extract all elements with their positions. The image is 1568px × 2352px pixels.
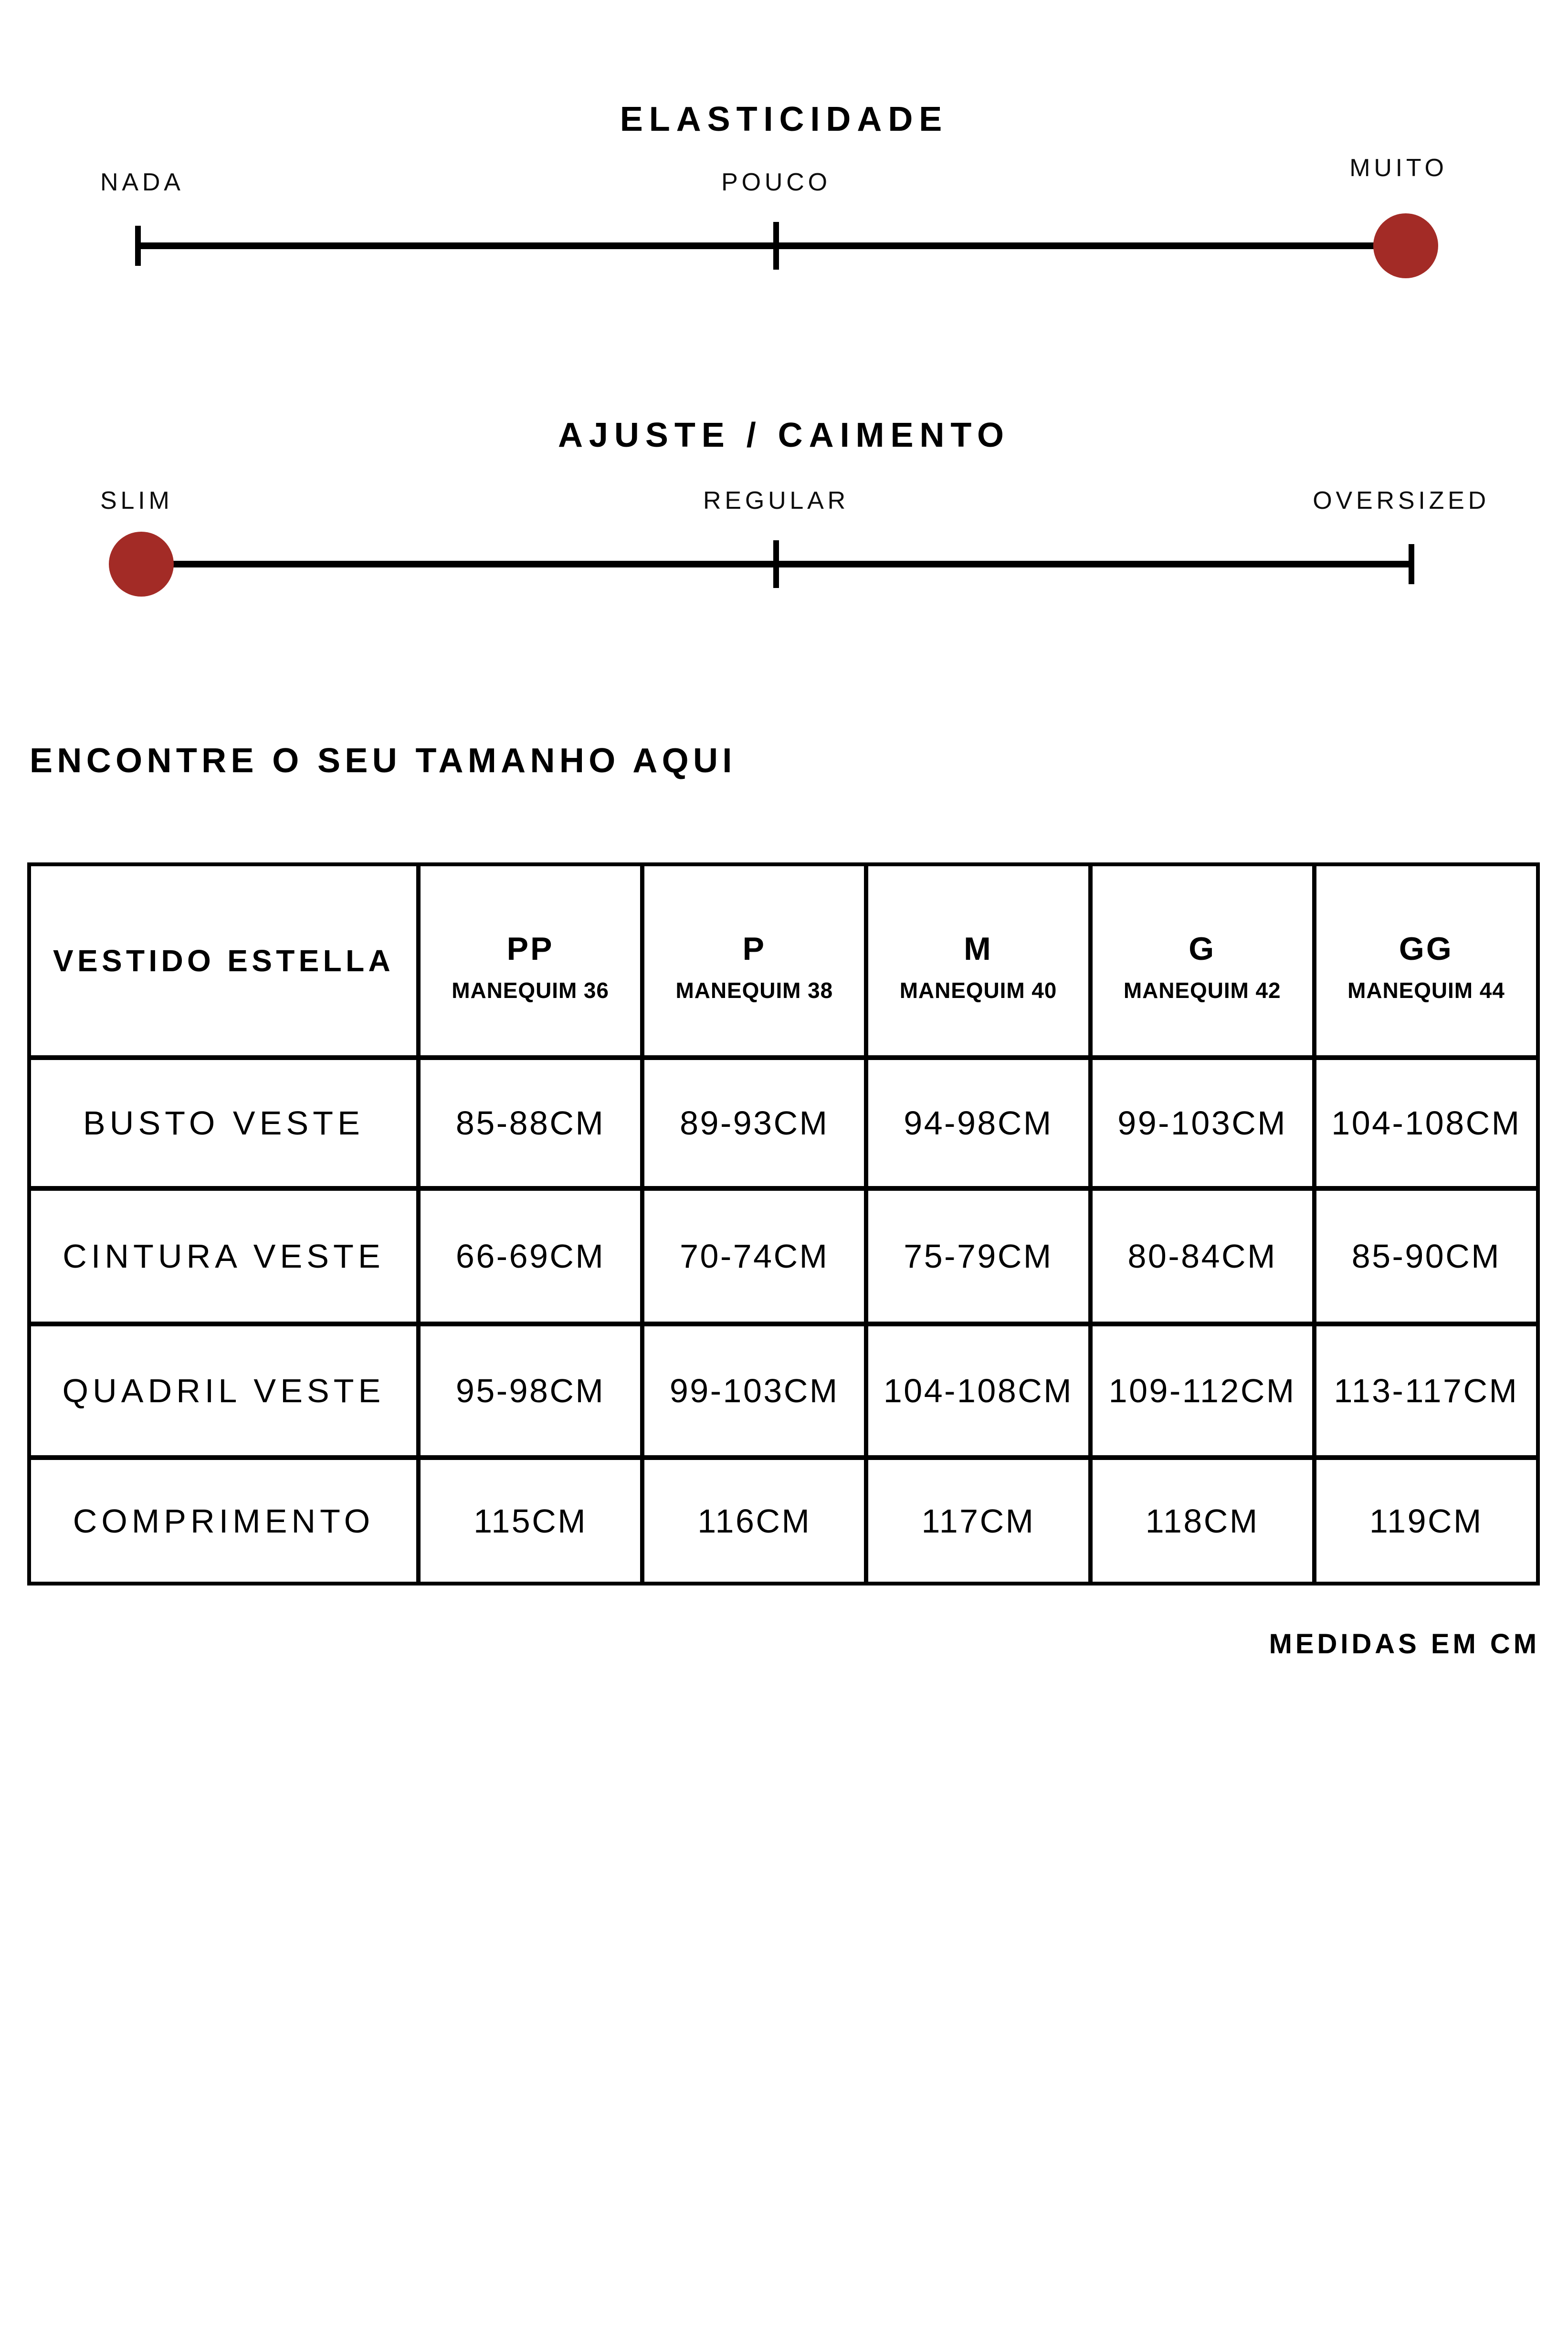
elasticity-label-pouco: POUCO [721, 168, 831, 196]
length-value-g: 118CM [1093, 1460, 1312, 1582]
length-value-p: 116CM [644, 1460, 864, 1582]
fit-handle-slim [109, 532, 174, 597]
waist-value-m: 75-79CM [868, 1191, 1088, 1322]
mannequin-label: MANEQUIM 40 [899, 978, 1057, 1003]
bust-value-g: 99-103CM [1093, 1060, 1312, 1186]
length-value-pp: 115CM [421, 1460, 640, 1582]
bust-value-p: 89-93CM [644, 1060, 864, 1186]
elasticity-tick-start [135, 226, 141, 266]
fit-label-slim: SLIM [100, 487, 173, 514]
length-value-m: 117CM [868, 1460, 1088, 1582]
elasticity-handle-muito [1373, 213, 1438, 278]
hip-value-pp: 95-98CM [421, 1326, 640, 1455]
size-guide-heading: ENCONTRE O SEU TAMANHO AQUI [30, 742, 737, 780]
waist-value-p: 70-74CM [644, 1191, 864, 1322]
elasticity-label-nada: NADA [100, 168, 184, 196]
elasticity-tick-middle [773, 222, 779, 270]
waist-value-gg: 85-90CM [1316, 1191, 1536, 1322]
size-column-header-m [868, 866, 1088, 1055]
row-label-length: COMPRIMENTO [31, 1460, 416, 1582]
hip-value-m: 104-108CM [868, 1326, 1088, 1455]
row-label-hip: QUADRIL VESTE [31, 1326, 416, 1455]
length-value-gg: 119CM [1316, 1460, 1536, 1582]
size-label: GG [1399, 931, 1453, 967]
bust-value-gg: 104-108CM [1316, 1060, 1536, 1186]
size-label: PP [506, 931, 554, 967]
size-chart-table [27, 862, 1540, 1586]
hip-value-gg: 113-117CM [1316, 1326, 1536, 1455]
fit-tick-middle [773, 540, 779, 588]
elasticity-label-muito: MUITO [1349, 154, 1448, 182]
waist-value-g: 80-84CM [1093, 1191, 1312, 1322]
bust-value-pp: 85-88CM [421, 1060, 640, 1186]
size-column-header-g [1093, 866, 1312, 1055]
size-label: M [964, 931, 993, 967]
row-label-bust: BUSTO VESTE [31, 1060, 416, 1186]
size-column-header-pp [421, 866, 640, 1055]
mannequin-label: MANEQUIM 36 [452, 978, 609, 1003]
size-column-header-gg [1316, 866, 1536, 1055]
fit-tick-end [1409, 544, 1414, 584]
waist-value-pp: 66-69CM [421, 1191, 640, 1322]
size-label: P [742, 931, 766, 967]
fit-title: AJUSTE / CAIMENTO [558, 416, 1010, 454]
mannequin-label: MANEQUIM 38 [675, 978, 833, 1003]
hip-value-p: 99-103CM [644, 1326, 864, 1455]
fit-label-oversized: OVERSIZED [1313, 487, 1490, 514]
product-name-cell: VESTIDO ESTELLA [31, 866, 416, 1055]
row-label-waist: CINTURA VESTE [31, 1191, 416, 1322]
hip-value-g: 109-112CM [1093, 1326, 1312, 1455]
size-label: G [1189, 931, 1216, 967]
mannequin-label: MANEQUIM 44 [1347, 978, 1505, 1003]
fit-label-regular: REGULAR [703, 487, 849, 514]
units-note: MEDIDAS EM CM [1269, 1628, 1540, 1659]
elasticity-title: ELASTICIDADE [620, 100, 948, 138]
mannequin-label: MANEQUIM 42 [1123, 978, 1281, 1003]
size-column-header-p [644, 866, 864, 1055]
bust-value-m: 94-98CM [868, 1060, 1088, 1186]
